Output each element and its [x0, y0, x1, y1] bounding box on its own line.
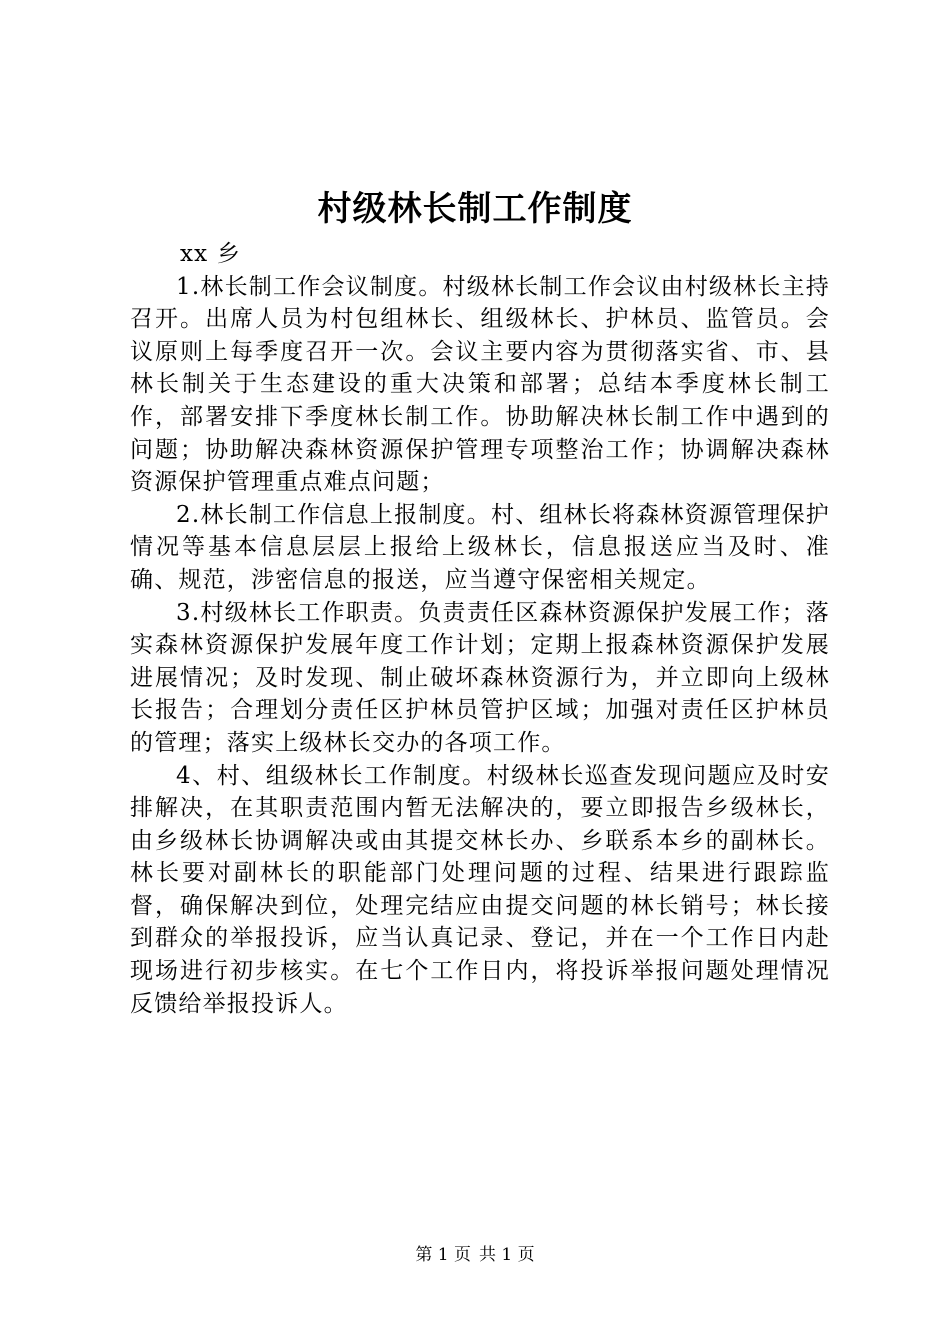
paragraph-group-system: 4、村、组级林长工作制度。村级林长巡查发现问题应及时安排解决，在其职责范围内暂无法解决的，要立即报告乡级林长，由乡级林长协调解决或由其提交林长办、乡联系本乡的副林长。林长要对副林长的职能部门处理问题的过程、结果进行跟踪监督，确保解决到位，处理完结应由提交问题的林长销号；林长接到群众的举报投诉，应当认真记录、登记，并在一个工作日内赴现场进行初步核实。在七个工作日内，将投诉举报问题处理情况反馈给举报投诉人。	[130, 762, 830, 1017]
document-title: 村级林长制工作制度	[317, 189, 633, 229]
paragraph-info-reporting: 2.林长制工作信息上报制度。村、组林长将森林资源管理保护情况等基本信息层层上报给上级林长，信息报送应当及时、准确、规范，涉密信息的报送，应当遵守保密相关规定。	[130, 501, 830, 593]
page-footer	[0, 1243, 950, 1267]
paragraph-meeting-system: 1.林长制工作会议制度。村级林长制工作会议由村级林长主持召开。出席人员为村包组林长、组级林长、护林员、监管员。会议原则上每季度召开一次。会议主要内容为贯彻落实省、市、县林长制关于生态建设的重大决策和部署；总结本季度林长制工作，部署安排下季度林长制工作。协助解决林长制工作中遇到的问题；协助解决森林资源保护管理专项整治工作；协调解决森林资源保护管理重点难点问题；	[130, 273, 830, 496]
paragraph-village-duties: 3.村级林长工作职责。负责责任区森林资源保护发展工作；落实森林资源保护发展年度工作计划；定期上报森林资源保护发展进展情况；及时发现、制止破坏森林资源行为，并立即向上级林长报告；合理划分责任区护林员管护区域；加强对责任区护林员的管理；落实上级林长交办的各项工作。	[130, 599, 830, 756]
document-author: xx 乡	[180, 241, 242, 267]
page-total: 共 1 页	[479, 1245, 535, 1265]
document-body	[130, 238, 830, 1020]
page-number: 第 1 页	[415, 1245, 471, 1265]
